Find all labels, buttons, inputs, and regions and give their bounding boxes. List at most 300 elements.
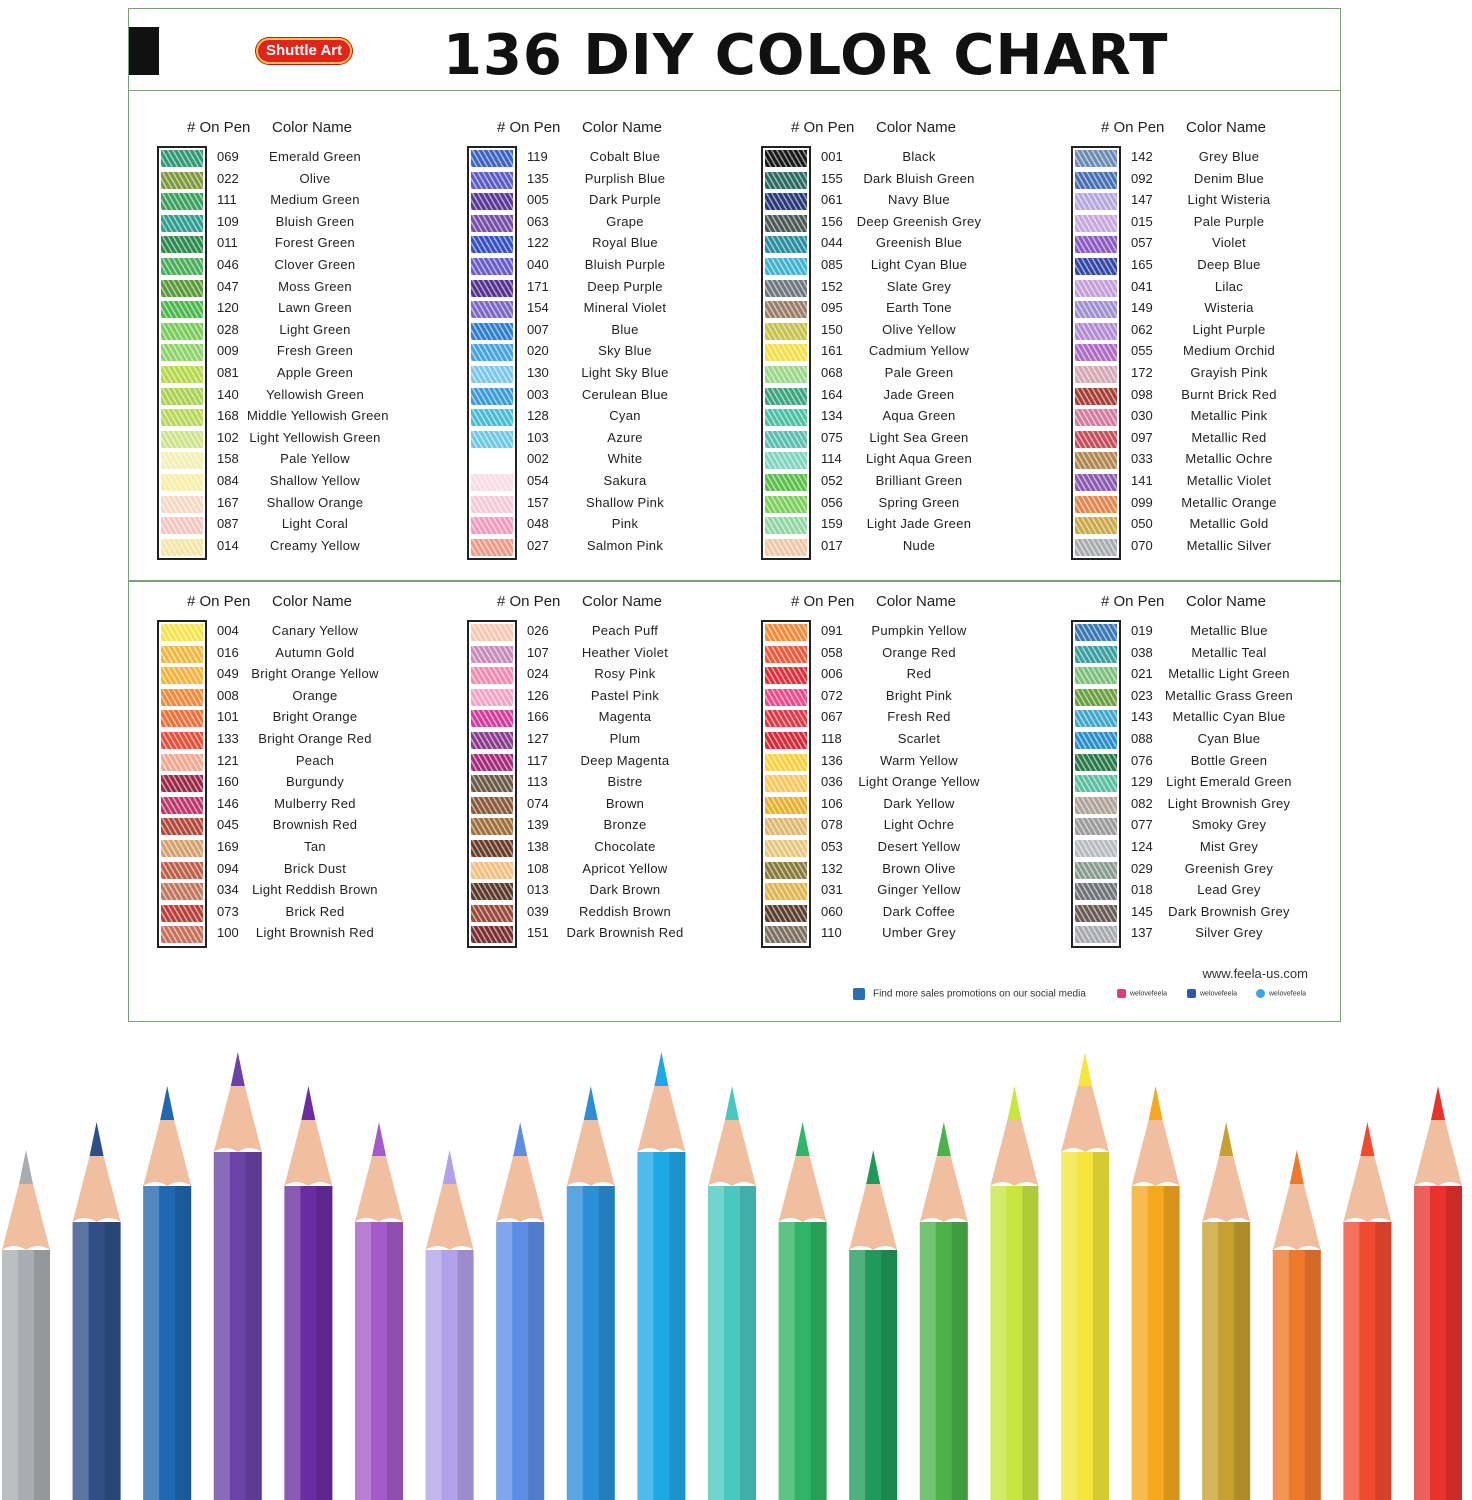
table-row (157, 516, 457, 536)
color-name: Moss Green (278, 278, 352, 294)
table-row (157, 839, 457, 859)
table-row (1071, 774, 1371, 794)
color-name: Metallic Orange (1181, 494, 1277, 510)
pen-number: 121 (217, 752, 239, 768)
pen-number: 126 (527, 687, 549, 703)
table-row (467, 192, 767, 212)
table-row (157, 753, 457, 773)
pen-number: 128 (527, 408, 549, 424)
color-name: White (607, 451, 643, 467)
pen-number: 001 (821, 149, 843, 164)
pen-number: 134 (821, 408, 843, 424)
pen-number: 132 (821, 860, 843, 876)
pen-number: 017 (821, 537, 843, 553)
table-row (1071, 666, 1371, 686)
pen-number: 127 (527, 731, 549, 746)
color-table-6 (467, 593, 767, 955)
pencil (355, 1122, 403, 1500)
color-name: Dark Coffee (882, 903, 956, 919)
header-color-name: Color Name (272, 119, 353, 136)
table-row (761, 538, 1061, 558)
pen-number: 094 (217, 860, 239, 876)
table-row (467, 516, 767, 536)
color-table-5 (157, 593, 457, 955)
pen-number: 076 (1131, 752, 1153, 768)
table-row (467, 235, 767, 255)
pen-number: 106 (821, 795, 843, 811)
search-icon (853, 988, 865, 1000)
color-name: Slate Grey (886, 278, 952, 294)
table-row (761, 623, 1061, 643)
color-name: Greenish Blue (875, 235, 963, 251)
color-name: Metallic Cyan Blue (1172, 709, 1286, 725)
table-row (157, 925, 457, 945)
social-facebook[interactable] (1187, 989, 1237, 998)
table-row (761, 861, 1061, 881)
pen-number: 067 (821, 709, 843, 725)
pen-number: 050 (1131, 516, 1153, 532)
color-name: Warm Yellow (880, 752, 958, 768)
color-table-1 (157, 119, 457, 567)
pen-number: 055 (1131, 343, 1153, 359)
table-row (157, 882, 457, 902)
pencil (779, 1122, 827, 1500)
pen-number: 154 (527, 300, 549, 316)
table-row (157, 645, 457, 665)
pen-number: 041 (1131, 278, 1153, 294)
color-name: Light Aqua Green (866, 451, 972, 467)
header-color-name: Color Name (272, 593, 353, 610)
pen-number: 107 (527, 644, 549, 660)
pen-number: 061 (821, 192, 843, 208)
table-row (467, 430, 767, 450)
table-row (157, 796, 457, 816)
pen-number: 092 (1131, 170, 1153, 186)
color-name: Light Brownish Grey (1167, 795, 1291, 811)
pen-number: 082 (1131, 795, 1153, 811)
table-row (761, 925, 1061, 945)
color-name: Black (902, 149, 936, 164)
color-name: Metallic Light Green (1168, 666, 1290, 682)
pencil (1202, 1122, 1250, 1500)
table-row (157, 279, 457, 299)
pen-number: 060 (821, 903, 843, 919)
pen-number: 031 (821, 882, 843, 898)
pen-number: 149 (1131, 300, 1153, 316)
table-row (1071, 149, 1371, 169)
pencil (214, 1052, 262, 1500)
pen-number: 084 (217, 473, 239, 488)
pen-number: 013 (527, 882, 549, 898)
color-name: Aqua Green (882, 408, 956, 424)
color-name: Deep Greenish Grey (856, 213, 982, 229)
pen-number: 036 (821, 774, 843, 790)
pen-number: 028 (217, 321, 239, 337)
color-name: Metallic Blue (1190, 623, 1268, 638)
pen-number: 070 (1131, 537, 1153, 553)
table-row (761, 300, 1061, 320)
color-name: Metallic Red (1191, 429, 1267, 445)
table-row (1071, 623, 1371, 643)
pen-number: 049 (217, 666, 239, 682)
table-row (761, 731, 1061, 751)
table-row (1071, 300, 1371, 320)
color-name: Light Emerald Green (1166, 774, 1292, 790)
color-name: Mist Grey (1199, 839, 1259, 854)
social-twitter[interactable] (1256, 989, 1306, 998)
table-row (467, 451, 767, 471)
pen-number: 038 (1131, 644, 1153, 660)
social-handle: welovefeela (1269, 990, 1306, 998)
table-row (1071, 753, 1371, 773)
pencil (2, 1150, 50, 1500)
table-row (157, 473, 457, 493)
color-name: Shallow Orange (266, 494, 364, 510)
pen-number: 172 (1131, 365, 1153, 380)
table-row (761, 796, 1061, 816)
color-name: Metallic Pink (1190, 408, 1268, 424)
color-table-4 (1071, 119, 1371, 567)
pen-number: 026 (527, 623, 549, 638)
pen-number: 044 (821, 235, 843, 251)
pen-number: 142 (1131, 149, 1153, 164)
pen-number: 081 (217, 365, 239, 380)
pen-number: 073 (217, 903, 239, 919)
table-row (157, 774, 457, 794)
pen-number: 063 (527, 213, 549, 229)
pen-number: 136 (821, 752, 843, 768)
header-color-name: Color Name (1186, 119, 1267, 136)
pen-number: 100 (217, 925, 239, 941)
table-row (1071, 235, 1371, 255)
color-name: Red (906, 666, 932, 682)
color-name: Shallow Yellow (269, 473, 361, 488)
color-name: Light Green (279, 321, 351, 337)
pen-number: 047 (217, 278, 239, 294)
color-name: Pale Yellow (280, 451, 350, 467)
table-row (1071, 214, 1371, 234)
color-name: Purplish Blue (584, 170, 666, 186)
color-name: Bluish Purple (584, 257, 666, 272)
header-number: # On Pen (497, 593, 561, 610)
pencil (1414, 1086, 1462, 1500)
twitter-icon (1256, 989, 1265, 998)
pen-number: 030 (1131, 408, 1153, 424)
pen-number: 102 (217, 429, 239, 445)
color-name: Deep Magenta (580, 752, 670, 768)
color-name: Medium Orchid (1182, 343, 1276, 359)
color-name: Apricot Yellow (582, 860, 668, 876)
pen-number: 003 (527, 386, 549, 402)
table-header (761, 119, 1061, 139)
table-row (157, 688, 457, 708)
pencil (1343, 1122, 1391, 1500)
color-name: Cerulean Blue (581, 386, 669, 402)
pen-number: 159 (821, 516, 843, 532)
table-row (157, 192, 457, 212)
table-row (761, 451, 1061, 471)
color-name: Brilliant Green (875, 473, 963, 488)
pen-number: 161 (821, 343, 843, 359)
table-row (467, 149, 767, 169)
pen-number: 004 (217, 623, 239, 638)
pen-number: 007 (527, 321, 549, 337)
color-name: Tan (304, 839, 326, 854)
pen-number: 015 (1131, 213, 1153, 229)
pen-number: 117 (527, 752, 548, 768)
pencil (1273, 1150, 1321, 1500)
table-row (157, 387, 457, 407)
color-name: Peach Puff (591, 623, 659, 638)
color-name: Metallic Silver (1186, 537, 1272, 553)
color-name: Sky Blue (598, 343, 652, 359)
pen-number: 109 (217, 213, 239, 229)
color-name: Dark Bluish Green (863, 170, 975, 186)
color-name: Canary Yellow (271, 623, 359, 638)
pen-number: 156 (821, 213, 843, 229)
color-name: Autumn Gold (275, 644, 355, 660)
pen-number: 139 (527, 817, 549, 833)
pen-number: 024 (527, 666, 549, 682)
pen-number: 168 (217, 408, 239, 424)
pen-number: 145 (1131, 903, 1153, 919)
black-bar (129, 27, 159, 75)
table-row (467, 623, 767, 643)
table-row (761, 279, 1061, 299)
header-number: # On Pen (791, 119, 855, 136)
social-handle: welovefeela (1130, 990, 1167, 998)
table-row (467, 365, 767, 385)
pen-number: 019 (1131, 623, 1153, 638)
table-row (761, 774, 1061, 794)
color-name: Creamy Yellow (270, 537, 360, 553)
color-name: Bluish Green (275, 213, 355, 229)
table-row (761, 473, 1061, 493)
table-row (761, 171, 1061, 191)
pen-number: 098 (1131, 386, 1153, 402)
social-instagram[interactable] (1117, 989, 1167, 998)
table-row (467, 171, 767, 191)
table-row (761, 839, 1061, 859)
table-row (761, 645, 1061, 665)
color-name: Light Jade Green (866, 516, 972, 532)
table-row (467, 343, 767, 363)
color-name: Grayish Pink (1190, 365, 1268, 380)
color-name: Fresh Green (276, 343, 354, 359)
footer-promo (853, 988, 1086, 1000)
table-row (761, 192, 1061, 212)
table-row (157, 451, 457, 471)
color-name: Chocolate (594, 839, 656, 854)
color-name: Olive Yellow (882, 321, 956, 337)
pen-number: 152 (821, 278, 843, 294)
pen-number: 119 (527, 149, 548, 164)
table-row (1071, 688, 1371, 708)
color-name: Pastel Pink (590, 687, 660, 703)
color-name: Bottle Green (1190, 752, 1268, 768)
color-name: Cadmium Yellow (868, 343, 970, 359)
pen-number: 169 (217, 839, 239, 854)
table-row (467, 538, 767, 558)
table-row (157, 538, 457, 558)
color-name: Light Cyan Blue (870, 257, 968, 272)
color-name: Mineral Violet (583, 300, 667, 316)
pen-number: 165 (1131, 257, 1153, 272)
color-name: Orange (292, 687, 338, 703)
pen-number: 002 (527, 451, 549, 467)
pen-number: 072 (821, 687, 843, 703)
header-color-name: Color Name (876, 593, 957, 610)
color-name: Wisteria (1204, 300, 1254, 316)
table-row (157, 666, 457, 686)
color-table-8 (1071, 593, 1371, 955)
pen-number: 133 (217, 731, 239, 746)
table-row (761, 753, 1061, 773)
color-name: Pale Purple (1193, 213, 1265, 229)
pencil (990, 1086, 1038, 1500)
table-row (467, 904, 767, 924)
table-row (1071, 516, 1371, 536)
color-name: Light Orange Yellow (858, 774, 980, 790)
pen-number: 085 (821, 257, 843, 272)
pencil (143, 1086, 191, 1500)
table-row (761, 709, 1061, 729)
table-row (761, 214, 1061, 234)
pen-number: 114 (821, 451, 842, 467)
table-row (761, 235, 1061, 255)
table-row (761, 322, 1061, 342)
table-row (1071, 322, 1371, 342)
table-row (467, 753, 767, 773)
table-row (467, 839, 767, 859)
table-row (1071, 343, 1371, 363)
table-row (761, 516, 1061, 536)
pen-number: 167 (217, 494, 239, 510)
table-row (157, 343, 457, 363)
color-name: Medium Green (270, 192, 360, 208)
pen-number: 140 (217, 386, 239, 402)
table-row (467, 473, 767, 493)
pencil (496, 1122, 544, 1500)
header-color-name: Color Name (582, 119, 663, 136)
table-row (467, 796, 767, 816)
color-name: Dark Yellow (883, 795, 955, 811)
table-header (467, 119, 767, 139)
table-header (467, 593, 767, 613)
table-row (761, 343, 1061, 363)
header-color-name: Color Name (876, 119, 957, 136)
table-row (1071, 365, 1371, 385)
pen-number: 138 (527, 839, 549, 854)
color-name: Light Reddish Brown (252, 882, 378, 898)
table-row (467, 861, 767, 881)
color-name: Bistre (607, 774, 643, 790)
color-name: Yellowish Green (266, 386, 364, 402)
table-row (157, 495, 457, 515)
color-name: Royal Blue (592, 235, 658, 251)
pencil (284, 1086, 332, 1500)
pencil (637, 1052, 685, 1500)
color-name: Metallic Ochre (1185, 451, 1273, 467)
pencils-illustration (0, 1040, 1472, 1500)
color-name: Blue (611, 321, 639, 337)
color-name: Pink (611, 516, 639, 532)
color-name: Clover Green (274, 257, 356, 272)
pen-number: 143 (1131, 709, 1153, 725)
color-name: Heather Violet (581, 644, 669, 660)
pen-number: 008 (217, 687, 239, 703)
footer-url[interactable]: www.feela-us.com (1202, 966, 1308, 981)
color-table-7 (761, 593, 1061, 955)
pen-number: 009 (217, 343, 239, 359)
table-row (467, 387, 767, 407)
table-row (1071, 473, 1371, 493)
pen-number: 110 (821, 925, 842, 941)
pen-number: 016 (217, 644, 239, 660)
table-row (761, 430, 1061, 450)
pencil (1061, 1052, 1109, 1500)
instagram-icon (1117, 989, 1126, 998)
pencil (849, 1150, 897, 1500)
table-row (1071, 495, 1371, 515)
pen-number: 074 (527, 795, 549, 811)
table-row (467, 214, 767, 234)
color-name: Light Brownish Red (255, 925, 375, 941)
color-name: Light Ochre (883, 817, 955, 833)
table-row (761, 495, 1061, 515)
table-row (1071, 817, 1371, 837)
pen-number: 053 (821, 839, 843, 854)
table-row (157, 300, 457, 320)
pen-number: 018 (1131, 882, 1153, 898)
pencil (73, 1122, 121, 1500)
pen-number: 118 (821, 731, 842, 746)
pen-number: 160 (217, 774, 239, 790)
table-row (157, 731, 457, 751)
table-row (157, 171, 457, 191)
table-row (1071, 882, 1371, 902)
table-row (157, 430, 457, 450)
table-row (467, 495, 767, 515)
table-row (1071, 645, 1371, 665)
color-name: Lawn Green (278, 300, 352, 316)
table-row (1071, 430, 1371, 450)
header-number: # On Pen (1101, 593, 1165, 610)
color-name: Deep Purple (587, 278, 663, 294)
pen-number: 014 (217, 537, 239, 553)
pen-number: 058 (821, 644, 843, 660)
color-name: Plum (609, 731, 641, 746)
table-row (761, 904, 1061, 924)
facebook-icon (1187, 989, 1196, 998)
pen-number: 108 (527, 860, 549, 876)
chart-header (129, 9, 1340, 91)
table-row (1071, 192, 1371, 212)
color-name: Metallic Gold (1189, 516, 1269, 532)
table-row (157, 257, 457, 277)
table-row (467, 322, 767, 342)
header-number: # On Pen (497, 119, 561, 136)
color-name: Brick Dust (283, 860, 347, 876)
pen-number: 087 (217, 516, 239, 532)
table-row (157, 235, 457, 255)
pen-number: 088 (1131, 731, 1153, 746)
color-name: Bronze (603, 817, 647, 833)
color-name: Reddish Brown (578, 903, 672, 919)
pen-number: 056 (821, 494, 843, 510)
color-name: Shallow Pink (585, 494, 665, 510)
color-name: Orange Red (882, 644, 956, 660)
